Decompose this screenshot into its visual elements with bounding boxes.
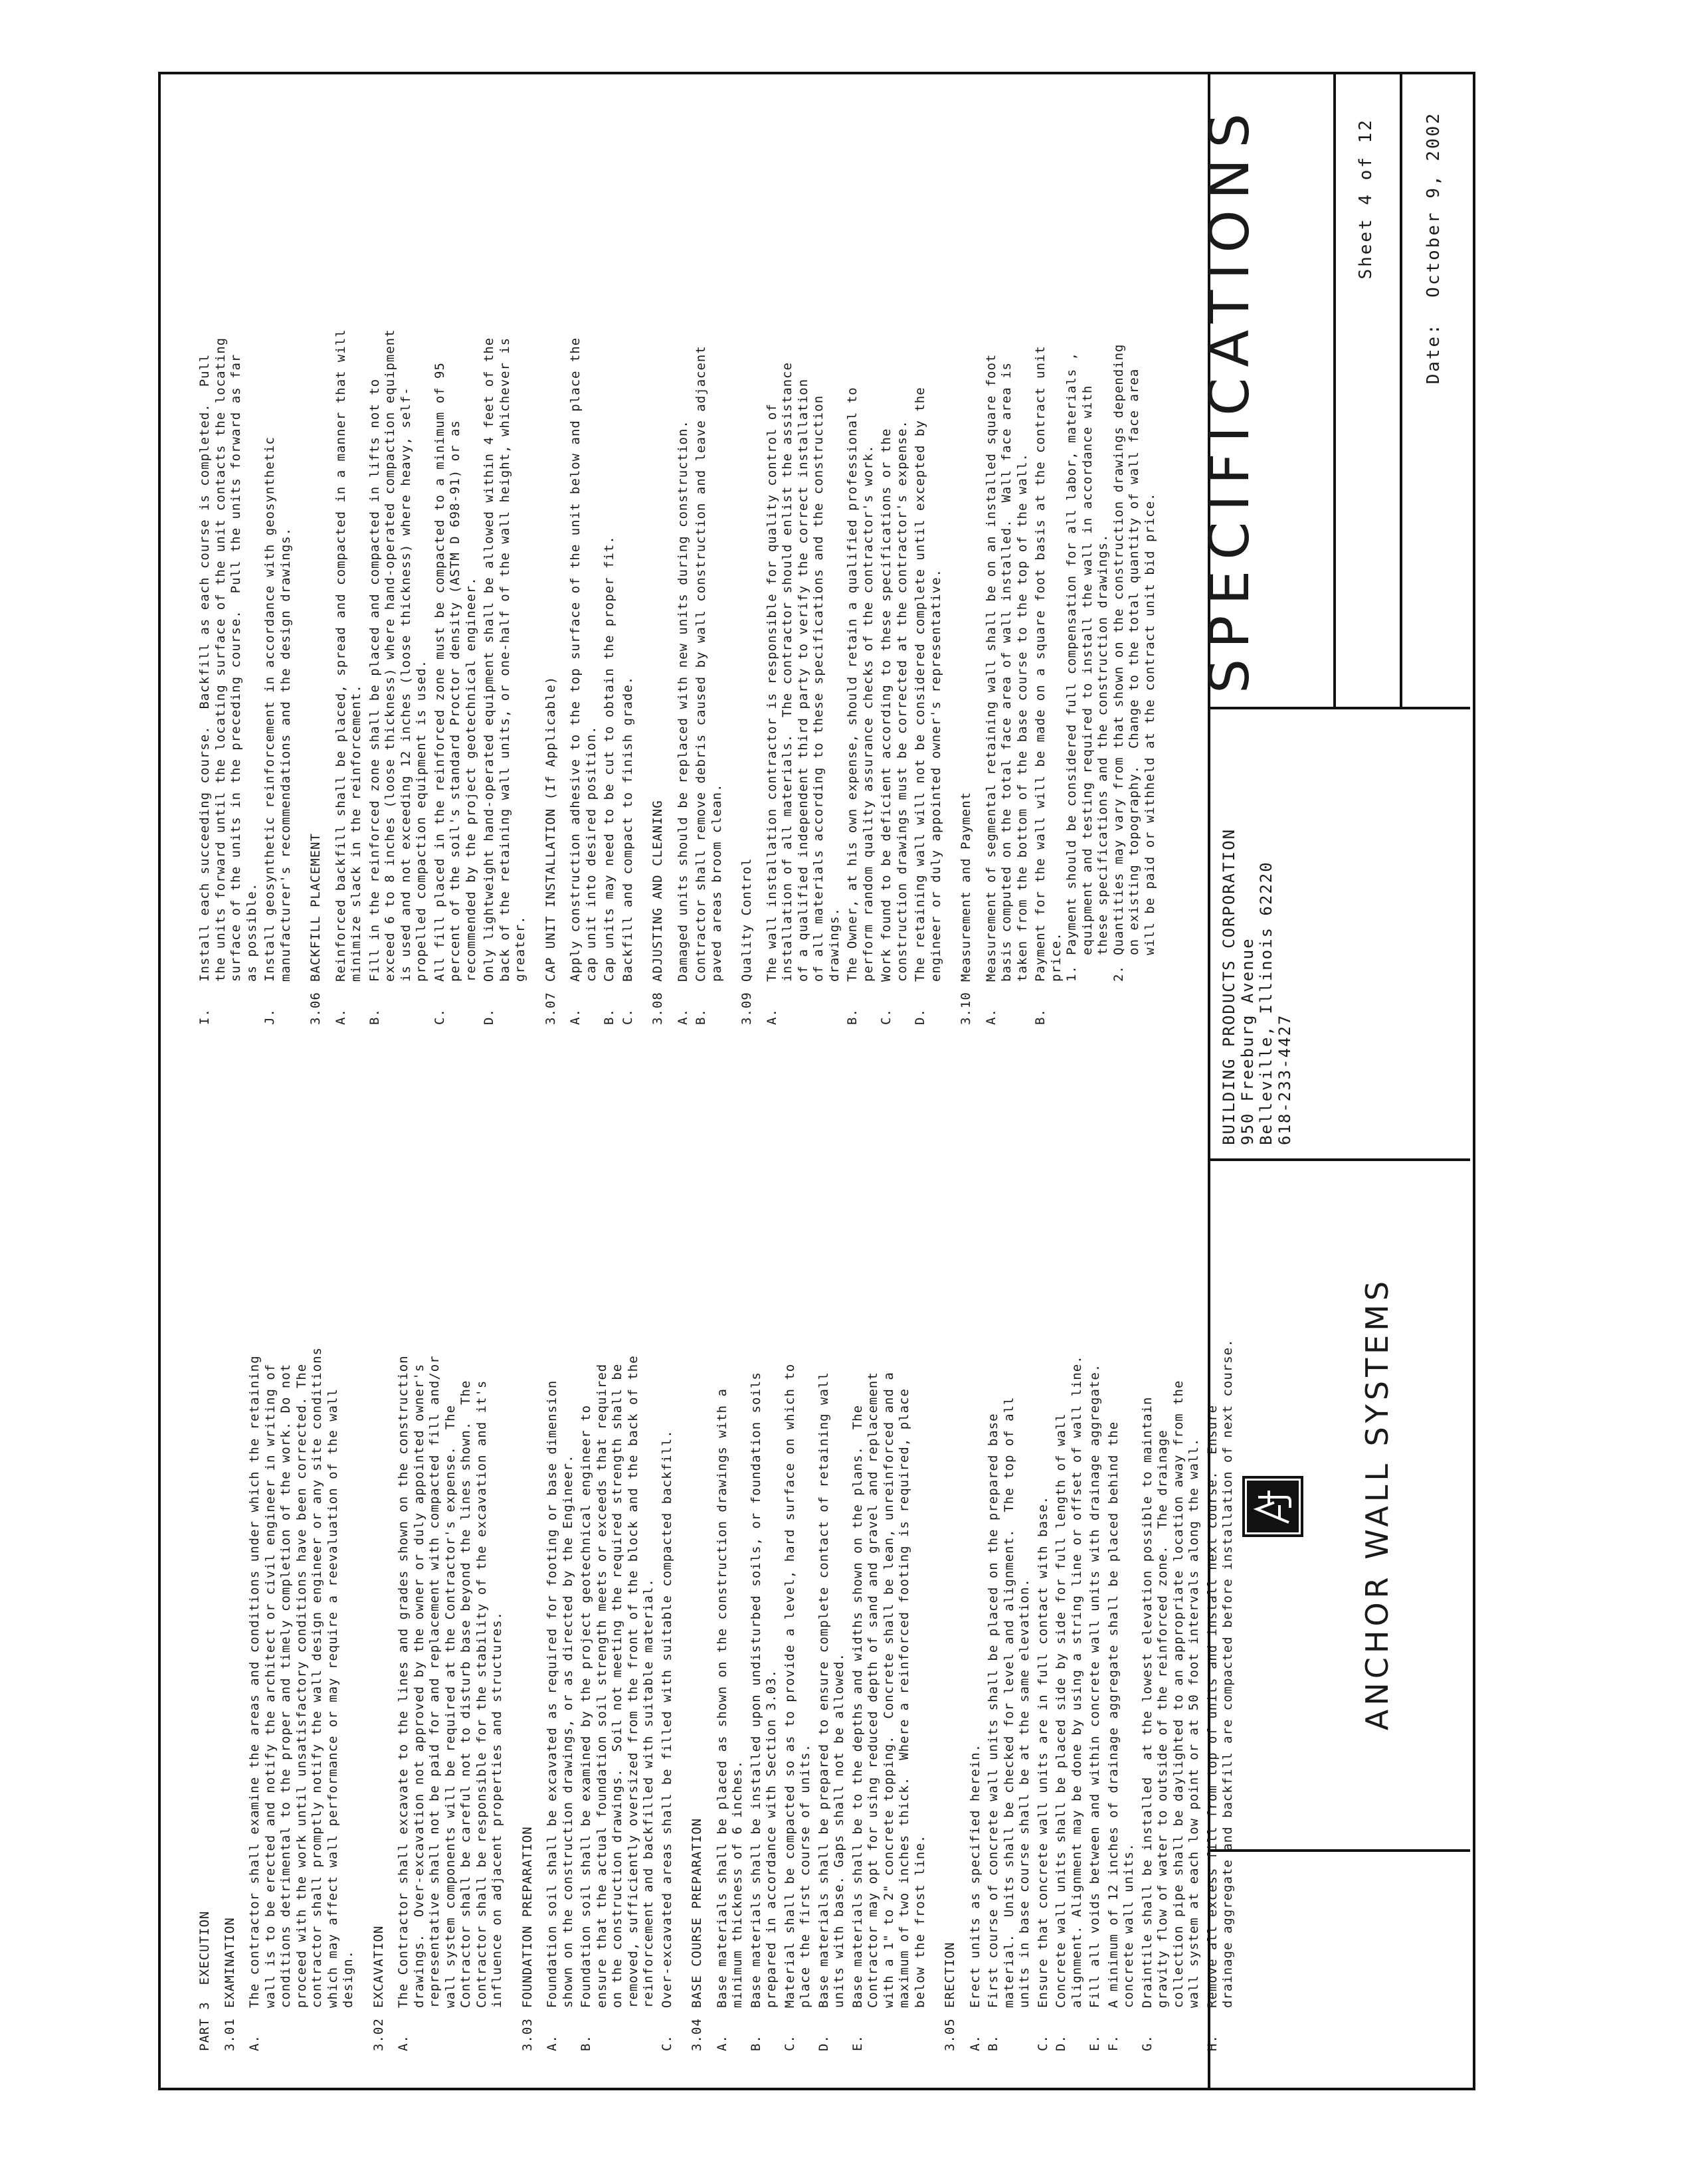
section-heading: [543, 208, 559, 1025]
item-text: Base materials shall be placed as shown on the construction drawings with a minimum thickness of 6 inches.: [714, 1388, 745, 2008]
spec-item: [262, 208, 294, 1025]
item-text: Base materials shall be prepared to ensure complete contact of retaining wall units with base. Gaps shall not be allowed.: [816, 1372, 846, 2008]
item-text: Apply construction adhesive to the top surface of the unit below and place the cap unit into desired position.: [568, 337, 599, 982]
spec-section: [650, 208, 725, 1025]
section-title: ADJUSTING AND CLEANING: [650, 800, 665, 982]
spec-item: [247, 1234, 357, 2051]
spec-section: [959, 208, 1158, 1025]
item-label: F.: [1105, 2035, 1121, 2051]
spec-item: [913, 208, 944, 1025]
item-body: [602, 535, 618, 982]
section-title: ERECTION: [943, 1942, 957, 2008]
section-number: 3.10: [959, 992, 973, 1025]
spec-item: [1106, 1234, 1137, 2051]
brand-panel: [1210, 1158, 1470, 1852]
item-label: C.: [1035, 2035, 1050, 2051]
item-text: Draintile shall be installed at the lowest elevation possible to maintain gravity flow of water to outside of the reinforced zone. The drainage collection pipe shall be daylighted to an appropriate location away from the wall system at each low point or at 50 foot intervals along the wall.: [1139, 1380, 1201, 2008]
drawing-title: SPECIFICATIONS: [1198, 102, 1262, 693]
spec-item: [749, 1234, 780, 2051]
item-label: C.: [782, 2035, 797, 2051]
item-label: B.: [986, 2035, 1000, 2051]
spec-item: [396, 1234, 506, 2051]
section-heading: [520, 1234, 536, 2051]
item-body: [1087, 1364, 1103, 2008]
item-text: Only lightweight hand-operated equipment shall be allowed within 4 feet of the back of the retaining wall units, or one-half of the wall height, whichever is greater.: [482, 337, 527, 982]
item-text: Measurement of segmental retaining wall shall be on an installed square foot basis computed on the total face area of wall installed. Wall face area is taken from the bottom of the base course to the top of the wall.: [983, 353, 1030, 982]
item-body: [968, 1744, 984, 2008]
item-body: [1140, 1380, 1202, 2008]
drawing-title-panel: [1198, 72, 1470, 709]
section-title: CAP UNIT INSTALLATION (If Applicable): [543, 676, 558, 982]
spec-section: [943, 1234, 1236, 2051]
item-body: [783, 1364, 814, 2008]
spec-item: [545, 1234, 576, 2051]
section-number: 3.06: [308, 992, 323, 1025]
item-label: E.: [850, 2035, 865, 2051]
anchor-monogram-icon: [1242, 1476, 1303, 1537]
item-body: [984, 354, 1031, 982]
company-panel: [1210, 707, 1470, 1161]
section-title: Quality Control: [739, 858, 754, 982]
spec-section: [739, 208, 944, 1025]
spec-item: [765, 208, 843, 1025]
item-body: [913, 387, 944, 982]
section-number: 3.07: [543, 992, 558, 1025]
spec-item: [845, 208, 876, 1025]
rotated-drawing-content: [161, 74, 1473, 2088]
section-number: 3.01: [222, 2018, 237, 2051]
section-number: 3.03: [519, 2018, 535, 2051]
section-heading: [943, 1234, 959, 2051]
company-street: 950 Freeburg Avenue: [1238, 937, 1257, 1145]
item-body: [845, 387, 876, 982]
item-body: [620, 676, 636, 982]
spec-section: [308, 208, 529, 1025]
item-text: Fill in the reinforced zone shall be placed and compacted in lifts not to exceed 6 to 8 inches (loose thickness) where hand-operated compaction equipment is used and not exceeding 12 inches (loose thickness) where heavy, self- propelled compaction equipment is used.: [367, 329, 428, 982]
section-heading: [308, 208, 324, 1025]
sheet-row: [1333, 72, 1402, 707]
section-heading: [223, 1234, 238, 2051]
section-title: BACKFILL PLACEMENT: [308, 833, 323, 982]
item-text: Backfill and compact to finish grade.: [620, 676, 635, 982]
item-text: Reinforced backfill shall be placed, spread and compacted in a manner that will minimize slack in the reinforcement.: [333, 329, 363, 982]
section-number: 3.02: [371, 2018, 386, 2051]
section-title: EXAMINATION: [222, 1917, 237, 2008]
section-number: 3.05: [943, 2018, 957, 2051]
spec-item: [816, 1234, 848, 2051]
spec-section: [223, 1234, 357, 2051]
item-label: B.: [694, 1008, 708, 1025]
section-heading: [739, 208, 755, 1025]
spec-item: [986, 1234, 1033, 2051]
item-body: [986, 1397, 1033, 2008]
spec-item: [715, 1234, 746, 2051]
item-label: D.: [913, 1008, 927, 1025]
company-name: BUILDING PRODUCTS CORPORATION: [1220, 828, 1238, 1145]
section-number: 3.09: [739, 992, 754, 1025]
spec-item: [333, 208, 365, 1025]
section-heading: [690, 1234, 705, 2051]
section-heading: [371, 1234, 387, 2051]
item-text: Base materials shall be to the depths and widths shown on the plans. The Contractor may opt for using reduced depth of sand and gravel and replacement with a 1" to 2" concrete topping. Concrete shall be lean, unreinforced and a maximum of two inches thick. Where a reinforced footing is required, place below the frost line.: [850, 1372, 927, 2008]
spec-section: [371, 1234, 506, 2051]
item-text: Install geosynthetic reinforcement in accordance with geosynthetic manufacturer's recommendations and the design drawings.: [262, 436, 293, 982]
item-label: J.: [262, 1008, 277, 1025]
section-title: Measurement and Payment: [959, 791, 973, 982]
item-body: [432, 362, 480, 982]
item-body: [579, 1355, 657, 2008]
item-label: B.: [602, 1008, 616, 1025]
item-body: [247, 1347, 357, 2008]
section-title: EXCAVATION: [371, 1925, 386, 2008]
spec-item: [568, 208, 599, 1025]
item-text: The Owner, at his own expense, should retain a qualified professional to perform random quality assurance checks of the contractor's work.: [845, 387, 876, 982]
spec-section: [543, 208, 636, 1025]
brand-name: ANCHOR WALL SYSTEMS: [1359, 1277, 1395, 1731]
item-label: B.: [1033, 1008, 1048, 1025]
item-text: Ensure that concrete wall units are in full contact with base.: [1035, 1495, 1050, 2008]
item-label: C.: [659, 2035, 674, 2051]
item-label: D.: [816, 2035, 831, 2051]
spec-item: [984, 208, 1031, 1025]
spec-item: [197, 208, 260, 1025]
item-text: The Contractor shall excavate to the lines and grades shown on the construction drawings. Over-excavation not approved by the owner or duly appointed owner's representative shall not be paid for and replacement with compacted fill and/or wall system components will be required at the Contractor's expense. The Contractor shall be careful not to disturb base beyond the lines shown. The Contractor shall be responsible for the stability of the excavation and it's influence on adjacent properties and structures.: [396, 1355, 504, 2008]
item-body: [1054, 1355, 1085, 2008]
spec-item: [1036, 1234, 1052, 2051]
item-label: E.: [1087, 2035, 1102, 2051]
drawing-sheet: [158, 72, 1475, 2090]
section-number: 3.08: [650, 992, 665, 1025]
item-text: Material shall be compacted so as to provide a level, hard surface on which to place the first course of units.: [782, 1363, 812, 2008]
section-heading: [959, 208, 975, 1025]
item-body: [367, 329, 430, 982]
item-text: The retaining wall will not be considered complete until excepted by the engineer or duly appointed owner's representative.: [913, 387, 943, 982]
item-body: [568, 337, 599, 982]
item-label: A.: [568, 1008, 583, 1025]
subitem-label: 1.: [1064, 965, 1079, 982]
subitem-text: Payment should be considered full compensation for all labor, materials , equipment and testing required to install the wall in accordance with these specifications and the construction drawings.: [1064, 351, 1110, 955]
company-city: Belleville, Illinois 62220: [1257, 861, 1275, 1145]
spec-item: [1054, 1234, 1085, 2051]
item-label: D.: [482, 1008, 496, 1025]
section-heading: [650, 208, 666, 1025]
spec-item: [367, 208, 430, 1025]
item-body: [879, 420, 910, 982]
item-label: A.: [764, 1008, 779, 1025]
item-label: A.: [967, 2035, 983, 2051]
item-label: B.: [748, 2035, 763, 2051]
item-label: D.: [1054, 2035, 1068, 2051]
item-text: Work found to be deficient according to these specifications or the construction drawings must be corrected at the contractor's expense.: [879, 420, 909, 982]
spec-section: [520, 1234, 676, 2051]
item-body: [816, 1372, 848, 2008]
item-body: [197, 337, 260, 982]
spec-subitem: [1064, 344, 1111, 982]
item-text: Concrete wall units shall be placed side by side for full length of wall alignment. Alignment may be done by using a string line or offset of wall line.: [1054, 1355, 1084, 2008]
item-label: A.: [333, 1008, 348, 1025]
item-text: Erect units as specified herein.: [967, 1743, 983, 2008]
item-label: C.: [879, 1008, 893, 1025]
item-label: A.: [396, 2035, 411, 2051]
spec-item: [968, 1234, 984, 2051]
spec-item: [1140, 1234, 1202, 2051]
spec-item: [694, 208, 725, 1025]
date-label: Date:: [1424, 322, 1444, 385]
spec-item: [620, 208, 636, 1025]
spec-item: [482, 208, 529, 1025]
part-heading: PART 3 EXECUTION: [197, 1910, 212, 2051]
spec-item: [660, 1234, 676, 2051]
item-text: Contractor shall remove debris caused by wall construction and leave adjacent paved areas broom clean.: [694, 345, 724, 982]
subitem-text: Quantities may vary from that shown on the construction drawings depending on existing topography. Change to the total quantity of wall face area will be paid or withheld at the contract unit bid price.: [1111, 343, 1157, 955]
item-label: I.: [197, 1008, 212, 1025]
item-label: A.: [247, 2035, 262, 2051]
item-body: [396, 1355, 506, 2008]
title-block: [1198, 74, 1473, 2088]
item-text: A minimum of 12 inches of drainage aggregate shall be placed behind the concrete wall units.: [1105, 1421, 1136, 2008]
section-title: BASE COURSE PREPARATION: [690, 1817, 704, 2008]
item-text: Foundation soil shall be examined by the project geotechnical engineer to ensure that the actual foundation soil strength meets or exceeds that required on the construction drawings. Soil not meeting the required strength shall be removed, sufficiently oversized from the front of the block and the back of the reinforcement and backfilled with suitable material.: [579, 1355, 656, 2008]
item-label: A.: [675, 1008, 690, 1025]
item-label: C.: [432, 1008, 447, 1025]
item-text: Remove all excess fill from top of units and install next course. Ensure drainage aggregate and backfill are compacted before installation of next course.: [1204, 1338, 1235, 2008]
item-body: [660, 1429, 676, 2008]
spec-section: [197, 208, 294, 1025]
item-body: [333, 329, 365, 982]
item-body: [749, 1372, 780, 2008]
spec-item: [579, 1234, 657, 2051]
spec-subitem: [1111, 344, 1159, 982]
spec-item: [1087, 1234, 1103, 2051]
item-label: A.: [714, 2035, 729, 2051]
item-body: [765, 362, 843, 982]
item-body: [1033, 344, 1158, 982]
spec-section: [690, 1234, 928, 2051]
item-label: B.: [579, 2035, 593, 2051]
item-body: [676, 420, 692, 982]
section-number: 3.04: [690, 2018, 704, 2051]
item-text: First course of concrete wall units shall be placed on the prepared base material. Units shall be checked for level and alignment. The top of all units in base course shall be at the same elevation.: [986, 1396, 1032, 2008]
item-body: [694, 345, 725, 982]
spec-item: [432, 208, 480, 1025]
item-body: [262, 436, 294, 982]
item-text: Damaged units should be replaced with new units during construction.: [675, 420, 690, 982]
item-text: Install each succeeding course. Backfill as each course is completed. Pull the units forward until the locating surface of the unit contacts the locating surface of the units in the preceding course. Pull the units forward as far as possible.: [197, 337, 259, 982]
item-text: Over-excavated areas shall be filled with suitable compacted backfill.: [659, 1429, 674, 2008]
spec-item: [1033, 208, 1158, 1025]
item-label: H.: [1204, 2035, 1220, 2051]
item-label: G.: [1139, 2035, 1155, 2051]
date-text: [1426, 112, 1442, 384]
date-row: [1400, 72, 1473, 707]
section-title: FOUNDATION PREPARATION: [519, 1826, 535, 2008]
sheet-number: Sheet 4 of 12: [1356, 118, 1376, 280]
spec-item: [850, 1234, 929, 2051]
item-body: [715, 1388, 746, 2008]
subitem-label: 2.: [1111, 965, 1126, 982]
item-text: Fill all voids between and within concrete wall units with drainage aggregate.: [1087, 1363, 1102, 2008]
item-text: Base materials shall be installed upon undisturbed soils, or foundation soils prepared in accordance with Section 3.03.: [748, 1372, 779, 2008]
item-body: [482, 337, 529, 982]
item-text: Payment for the wall will be made on a square foot basis at the contract unit price.: [1033, 345, 1064, 982]
item-body: [1106, 1421, 1137, 2008]
item-text: Foundation soil shall be excavated as required for footing or base dimension shown on the construction drawings, or as directed by the Engineer.: [545, 1380, 575, 2008]
item-label: A.: [545, 2035, 559, 2051]
item-text: Cap units may need to be cut to obtain the proper fit.: [602, 535, 616, 982]
spec-item: [879, 208, 910, 1025]
item-text: All fill placed in the reinforced zone must be compacted to a minimum of 95 percent of the soil's standard Proctor density (ASTM D 698-91) or as recommended by the project geotechnical engineer.: [432, 362, 478, 982]
item-body: [850, 1372, 929, 2008]
date-value: October 9, 2002: [1424, 112, 1444, 298]
spec-item: [676, 208, 692, 1025]
spec-item: [783, 1234, 814, 2051]
item-label: A.: [983, 1008, 998, 1025]
item-label: B.: [367, 1008, 382, 1025]
company-phone: 618-233-4427: [1275, 1014, 1294, 1145]
item-text: The contractor shall examine the areas and conditions under which the retaining wall is to be erected and notify the architect or civil engineer in writing of conditions detrimental to the proper and timely completion of the work. Do not proceed with the work until unsatisfactory conditions have been corrected. The contractor shall promptly notify the wall design engineer or any site conditions which may affect wall performance or may require a reevaluation of the wall design.: [247, 1346, 355, 2008]
item-text: The wall installation contractor is responsible for quality control of installation of all materials. The contractor should enlist the assistance of a qualified independent third party to verify the correct installation of all materials according to these specifications and the construction drawings.: [764, 362, 842, 982]
item-body: [1036, 1496, 1052, 2008]
spec-item: [602, 208, 618, 1025]
item-body: [545, 1380, 576, 2008]
item-label: B.: [845, 1008, 860, 1025]
item-label: C.: [620, 1008, 635, 1025]
